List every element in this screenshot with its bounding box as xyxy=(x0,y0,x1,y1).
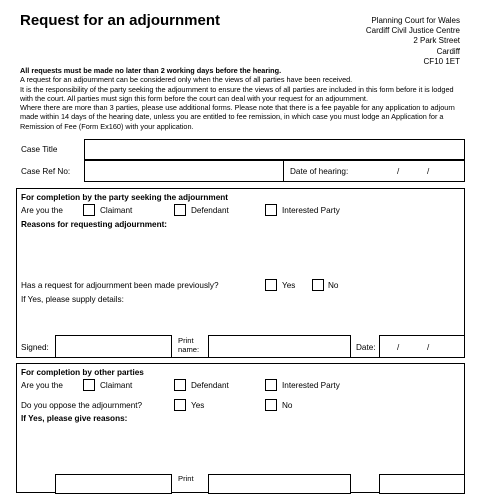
other-date-field[interactable] xyxy=(379,474,465,494)
other-interested-party-label: Interested Party xyxy=(282,381,340,390)
intro-deadline: All requests must be made no later than 2 working days before the hearing. xyxy=(20,66,282,75)
print-name-label: Print name: xyxy=(178,336,200,354)
signature-field[interactable] xyxy=(55,335,172,358)
address-line: 2 Park Street xyxy=(413,36,460,46)
intro-paragraph: Where there are more than 3 parties, please use additional forms. Please note that there is a fee payable for any application to adjourn made within 14 days of the hearing date, unless you are entitled to fee remission, in which case you must lodge an Application for a Remission of Fee (Form Ex160) with your application. xyxy=(20,103,455,131)
oppose-no-label: No xyxy=(282,401,293,410)
date-separator: / xyxy=(427,343,430,352)
defendant-checkbox[interactable] xyxy=(174,204,186,216)
case-ref-label: Case Ref No: xyxy=(21,167,71,176)
signed-date-field[interactable] xyxy=(379,335,465,358)
other-signature-field[interactable] xyxy=(55,474,172,494)
court-address xyxy=(366,16,460,67)
if-yes-details-label: If Yes, please supply details: xyxy=(21,295,124,304)
case-title-label: Case Title xyxy=(21,145,58,154)
oppose-yes-label: Yes xyxy=(191,401,205,410)
other-print-label: Print xyxy=(178,474,194,483)
intro-paragraph: A request for an adjournment can be considered only when the views of all parties have been received. xyxy=(20,75,353,85)
other-defendant-label: Defendant xyxy=(191,381,229,390)
interested-party-label: Interested Party xyxy=(282,206,340,215)
previous-request-question: Has a request for adjournment been made previously? xyxy=(21,281,219,290)
signed-label: Signed: xyxy=(21,343,49,352)
form-title: Request for an adjournment xyxy=(20,12,221,29)
previous-no-label: No xyxy=(328,281,339,290)
other-claimant-checkbox[interactable] xyxy=(83,379,95,391)
are-you-the-label: Are you the xyxy=(21,381,63,390)
intro-text xyxy=(20,66,465,131)
previous-yes-checkbox[interactable] xyxy=(265,279,277,291)
details-textarea[interactable] xyxy=(21,306,461,332)
oppose-reasons-textarea[interactable] xyxy=(21,426,461,470)
other-claimant-label: Claimant xyxy=(100,381,133,390)
print-name-field[interactable] xyxy=(208,335,351,358)
oppose-yes-checkbox[interactable] xyxy=(174,399,186,411)
case-ref-field[interactable] xyxy=(84,160,465,182)
previous-no-checkbox[interactable] xyxy=(312,279,324,291)
other-interested-party-checkbox[interactable] xyxy=(265,379,277,391)
date-separator: / xyxy=(427,167,430,176)
defendant-label: Defendant xyxy=(191,206,229,215)
claimant-checkbox[interactable] xyxy=(83,204,95,216)
date-label: Date: xyxy=(356,343,376,352)
oppose-question: Do you oppose the adjournment? xyxy=(21,401,143,410)
address-line: CF10 1ET xyxy=(423,56,460,66)
interested-party-checkbox[interactable] xyxy=(265,204,277,216)
address-line: Cardiff Civil Justice Centre xyxy=(365,26,460,36)
other-section-heading: For completion by other parties xyxy=(21,368,144,377)
oppose-no-checkbox[interactable] xyxy=(265,399,277,411)
date-of-hearing-label: Date of hearing: xyxy=(290,167,349,176)
are-you-the-label: Are you the xyxy=(21,206,63,215)
reasons-label: Reasons for requesting adjournment: xyxy=(21,220,168,229)
reasons-textarea[interactable] xyxy=(21,232,461,274)
other-print-name-field[interactable] xyxy=(208,474,351,494)
divider xyxy=(283,160,284,182)
party-section-heading: For completion by the party seeking the adjournment xyxy=(21,193,228,202)
date-separator: / xyxy=(397,343,400,352)
address-line: Planning Court for Wales xyxy=(371,16,460,25)
address-line: Cardiff xyxy=(436,46,460,56)
if-yes-reasons-label: If Yes, please give reasons: xyxy=(21,414,128,423)
date-separator: / xyxy=(397,167,400,176)
claimant-label: Claimant xyxy=(100,206,133,215)
case-title-field[interactable] xyxy=(84,139,465,160)
previous-yes-label: Yes xyxy=(282,281,296,290)
intro-paragraph: It is the responsibility of the party seeking the adjournment to ensure the views of all parties are included in this form before it is lodged with the court. All parties must sign this form before the court can deal with your request for an adjournment. xyxy=(20,84,454,103)
other-defendant-checkbox[interactable] xyxy=(174,379,186,391)
